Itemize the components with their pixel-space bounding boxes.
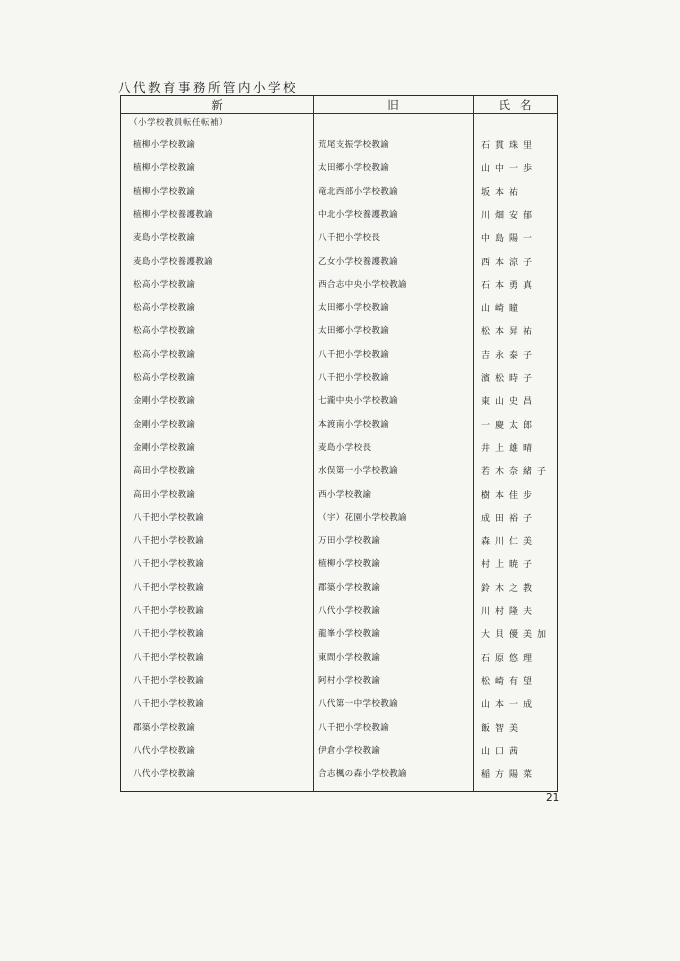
cell-person-name: 森川仁美 [481, 537, 538, 548]
cell-person-name: 大貝優美加 [481, 630, 552, 641]
cell-new-position: 植柳小学校養護教諭 [133, 209, 214, 220]
table-row [121, 557, 559, 577]
table-row [121, 231, 559, 251]
table-row [121, 255, 559, 275]
cell-old-position: 八千把小学校長 [318, 233, 381, 244]
cell-old-position: 中北小学校養護教諭 [318, 209, 399, 220]
cell-new-position: 八千把小学校教諭 [133, 675, 205, 686]
cell-person-name: 樹本佳步 [481, 490, 538, 501]
table-row [121, 488, 559, 508]
table-row [121, 324, 559, 344]
document-heading: 八代教育事務所管内小学校 [118, 80, 299, 95]
cell-new-position: 松高小学校教諭 [133, 326, 196, 337]
cell-old-position: 八千把小学校教諭 [318, 349, 390, 360]
cell-person-name: 村上暁子 [481, 560, 538, 571]
cell-old-position: 竜北西部小学校教諭 [318, 186, 399, 197]
cell-new-position: 植柳小学校教諭 [133, 163, 196, 174]
table-row [121, 161, 559, 181]
cell-new-position: 八千把小学校教諭 [133, 512, 205, 523]
cell-new-position: 八千把小学校教諭 [133, 652, 205, 663]
table-row [121, 674, 559, 694]
table-row [121, 464, 559, 484]
table-row [121, 138, 559, 158]
cell-new-position: 麦島小学校教諭 [133, 233, 196, 244]
cell-person-name: 若木奈緒子 [481, 467, 552, 478]
cell-person-name: 吉永泰子 [481, 350, 538, 361]
cell-new-position: 八代小学校教諭 [133, 745, 196, 756]
cell-new-position: 松高小学校教諭 [133, 349, 196, 360]
cell-person-name: 中島陽一 [481, 234, 538, 245]
cell-new-position: 植柳小学校教諭 [133, 140, 196, 150]
cell-person-name: 川村隆夫 [481, 607, 538, 617]
cell-old-position: 水俣第一小学校教諭 [318, 466, 399, 477]
cell-old-position: 八代第一中学校教諭 [318, 699, 399, 710]
table-row [121, 208, 559, 228]
cell-old-position: 八千把小学校教諭 [318, 722, 390, 733]
cell-person-name: 石本勇真 [481, 280, 538, 291]
cell-person-name: 一慶太郎 [481, 420, 538, 431]
table-row [121, 441, 559, 461]
cell-new-position: 松高小学校教諭 [133, 373, 196, 383]
cell-person-name: 石貫珠里 [481, 141, 538, 151]
personnel-table [120, 95, 558, 792]
cell-old-position: 太田郷小学校教諭 [318, 163, 390, 174]
cell-person-name: 東山史昌 [481, 397, 538, 408]
cell-old-position: 合志楓の森小学校教諭 [318, 769, 407, 780]
cell-old-position: 太田郷小学校教諭 [318, 303, 390, 314]
cell-person-name: 山崎瞳 [481, 304, 524, 315]
cell-old-position: 植柳小学校教諭 [318, 559, 381, 570]
page-number: 21 [546, 792, 560, 804]
header-divider [121, 113, 557, 114]
cell-new-position: 八代小学校教諭 [133, 769, 196, 780]
table-row [121, 511, 559, 531]
cell-new-position: 植柳小学校教諭 [133, 186, 196, 197]
cell-person-name: 山口茜 [481, 746, 524, 757]
cell-old-position: 阿村小学校教諭 [318, 675, 381, 686]
cell-new-position: 松高小学校教諭 [133, 303, 196, 314]
header-new: 新 [211, 98, 223, 112]
cell-old-position: 八代小学校教諭 [318, 606, 381, 616]
table-row [121, 278, 559, 298]
cell-person-name: 松崎有望 [481, 676, 538, 687]
cell-person-name: 井上雄晴 [481, 443, 538, 454]
cell-new-position: 高田小学校教諭 [133, 489, 196, 500]
table-row [121, 744, 559, 764]
cell-new-position: 高田小学校教諭 [133, 466, 196, 477]
table-row [121, 348, 559, 368]
table-row [121, 581, 559, 601]
cell-person-name: 飯智美 [481, 723, 524, 734]
cell-old-position: 乙女小学校養護教諭 [318, 256, 399, 267]
table-row [121, 185, 559, 205]
cell-new-position: 松高小学校教諭 [133, 279, 196, 290]
header-name: 氏名 [498, 98, 542, 112]
cell-person-name: 西本涼子 [481, 257, 538, 268]
table-row [121, 767, 559, 787]
cell-old-position: 万田小学校教諭 [318, 536, 381, 547]
cell-old-position: 荒尾支振学校教諭 [318, 140, 390, 150]
cell-new-position: 八千把小学校教諭 [133, 629, 205, 640]
cell-old-position: （宇）花園小学校教諭 [318, 512, 407, 523]
table-row [121, 418, 559, 438]
table-row [121, 604, 559, 624]
cell-new-position: 八千把小学校教諭 [133, 559, 205, 570]
cell-person-name: 石原悠理 [481, 653, 538, 664]
table-row [121, 627, 559, 647]
cell-person-name: 濱松時子 [481, 374, 538, 384]
cell-new-position: 金剛小学校教諭 [133, 396, 196, 407]
header-old: 旧 [387, 98, 399, 112]
cell-person-name: 山本一成 [481, 700, 538, 711]
section-label: （小学校教員転任転補） [129, 118, 229, 128]
cell-old-position: 伊倉小学校教諭 [318, 745, 381, 756]
cell-old-position: 龍峯小学校教諭 [318, 629, 381, 640]
table-row [121, 371, 559, 391]
cell-person-name: 成田裕子 [481, 513, 538, 524]
cell-person-name: 坂本祐 [481, 187, 524, 198]
cell-new-position: 郡築小学校教諭 [133, 722, 196, 733]
cell-old-position: 西小学校教諭 [318, 489, 372, 500]
cell-old-position: 太田郷小学校教諭 [318, 326, 390, 337]
cell-new-position: 八千把小学校教諭 [133, 699, 205, 710]
cell-old-position: 郡築小学校教諭 [318, 582, 381, 593]
cell-old-position: 東間小学校教諭 [318, 652, 381, 663]
table-row [121, 534, 559, 554]
table-row [121, 697, 559, 717]
cell-new-position: 八千把小学校教諭 [133, 536, 205, 547]
cell-person-name: 川畑安郁 [481, 210, 538, 221]
cell-old-position: 西合志中央小学校教諭 [318, 279, 407, 290]
table-row [121, 301, 559, 321]
cell-new-position: 金剛小学校教諭 [133, 442, 196, 453]
table-row [121, 721, 559, 741]
table-row [121, 394, 559, 414]
cell-old-position: 本渡南小学校教諭 [318, 419, 390, 430]
cell-new-position: 金剛小学校教諭 [133, 419, 196, 430]
cell-person-name: 鈴木之教 [481, 583, 538, 594]
cell-person-name: 松本昇祐 [481, 327, 538, 338]
cell-old-position: 八千把小学校教諭 [318, 373, 390, 383]
cell-person-name: 山中一歩 [481, 164, 538, 175]
cell-person-name: 稲方陽菜 [481, 770, 538, 781]
cell-old-position: 麦島小学校長 [318, 442, 372, 453]
table-row [121, 651, 559, 671]
cell-new-position: 八千把小学校教諭 [133, 606, 205, 616]
cell-new-position: 麦島小学校養護教諭 [133, 256, 214, 267]
cell-new-position: 八千把小学校教諭 [133, 582, 205, 593]
cell-old-position: 七瀧中央小学校教諭 [318, 396, 399, 407]
